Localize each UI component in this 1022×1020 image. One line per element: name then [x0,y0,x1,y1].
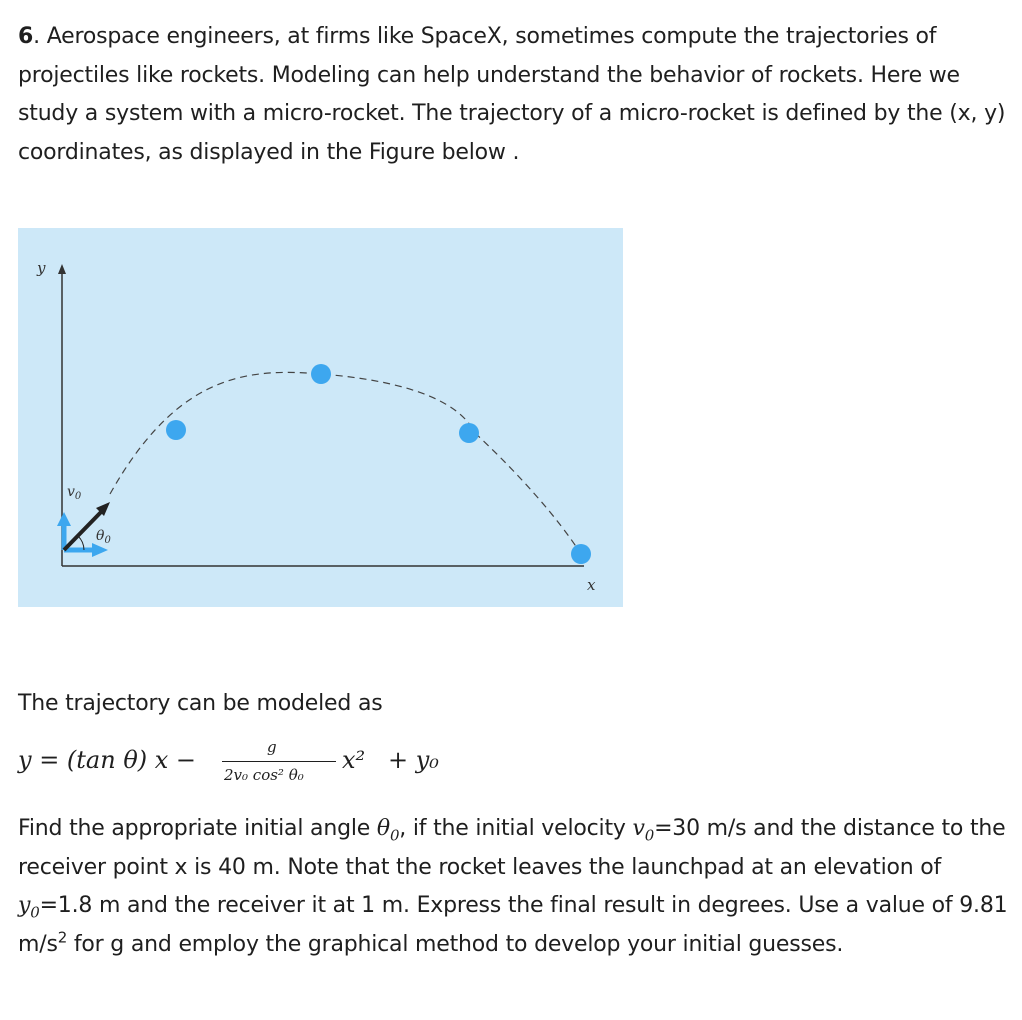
velocity-symbol: v [632,816,645,841]
squared-superscript: 2 [57,928,68,947]
trajectory-point [459,423,479,443]
question-text [18,810,1008,964]
trajectory-diagram [18,228,623,607]
trajectory-point-receiver [571,544,591,564]
equation-lhs: y = (tan θ) x − [18,746,197,774]
trajectory-point [166,420,186,440]
problem-intro-text: . Aerospace engineers, at firms like SpaceX, sometimes compute the trajectories of projectiles like rockets. Modeling can help understand the behavior of rockets. Here we study a system with a micro-rocket. The trajectory of a micro-rocket is defined by the (x, y) coordinates, as displayed in the Figure below . [18,24,1006,165]
question-part-3: =30 m/s and the distance to the receiver point x is 40 m. Note that the rocket leaves the launchpad at an elevation of [18,816,1006,880]
y-axis-label: y [37,259,46,277]
x-axis-label: x [587,576,596,594]
equation-x-squared: x² [342,746,366,774]
y-axis-arrowhead [58,264,66,274]
trajectory-point-apex [311,364,331,384]
equation-rhs: + y₀ [388,746,439,774]
launch-vertical-arrowhead [57,512,71,526]
model-lead-text: The trajectory can be modeled as [18,691,383,716]
equation-fraction-bar [222,761,336,762]
trajectory-path [110,372,581,554]
trajectory-figure [18,228,623,607]
question-part-5: for g and employ the graphical method to develop your initial guesses. [67,931,844,957]
equation-numerator: g [267,738,277,756]
elevation-symbol: y [18,893,31,918]
angle-label: $\theta_0$ [96,528,111,546]
problem-intro [18,18,1008,172]
theta-symbol: θ [376,816,390,841]
question-part-4: =1.8 m and the receiver it at 1 m. Express the final result in degrees. Use a value of 9.81 m/s [18,893,1008,957]
problem-number: 6 [18,24,34,49]
velocity-label: $v_0$ [67,484,82,502]
theta-subscript: 0 [389,826,400,845]
equation-denominator: 2v₀ cos² θ₀ [224,766,304,784]
question-part-1: Find the appropriate initial angle [18,816,377,841]
velocity-subscript: 0 [644,826,655,845]
elevation-subscript: 0 [30,903,40,922]
question-part-2: , if the initial velocity [399,816,633,841]
